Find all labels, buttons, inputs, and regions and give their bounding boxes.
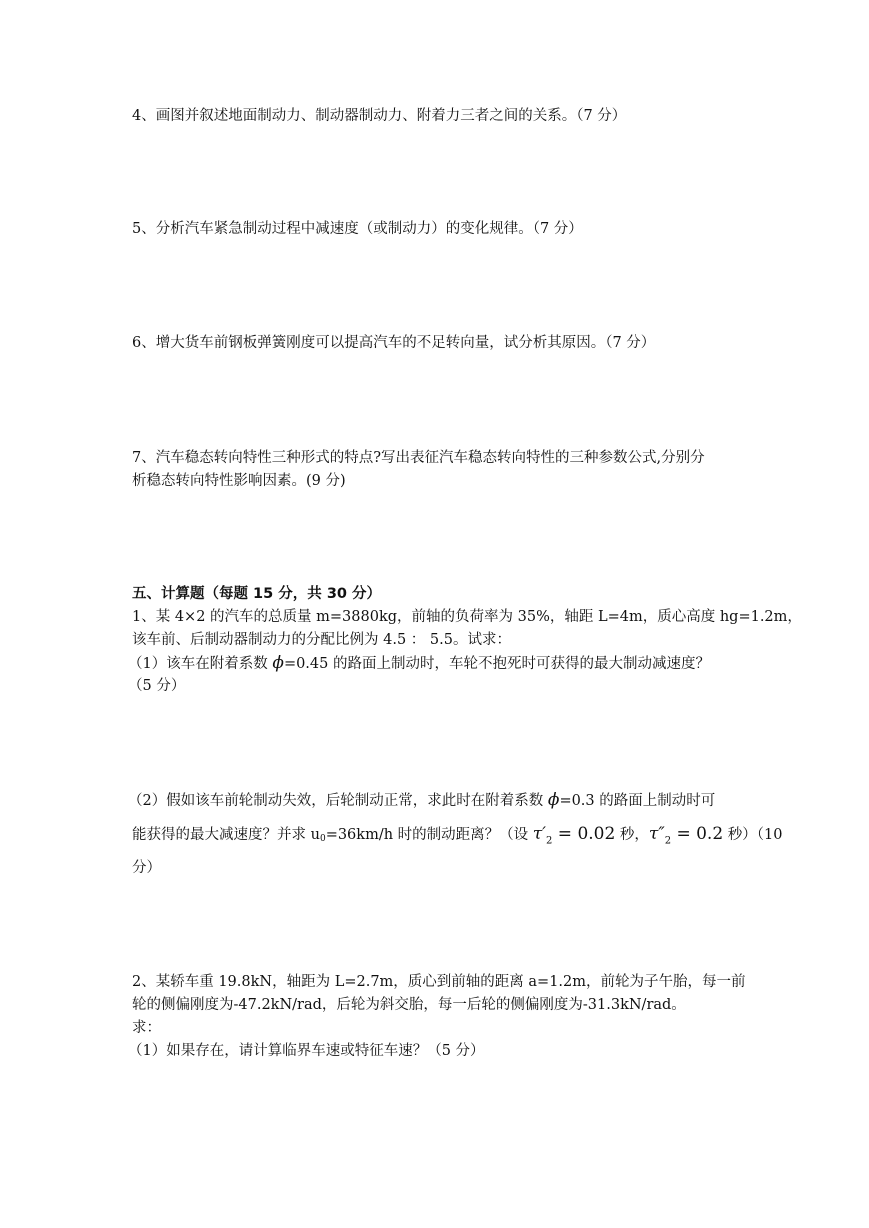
sub-1-suffix: =0.45 的路面上制动时，车轮不抱死时可获得的最大制动减速度？ — [283, 656, 710, 672]
seconds-2: 秒）（10 — [723, 827, 783, 843]
problem-1-line-1: 1、某 4×2 的汽车的总质量 m=3880kg，前轴的负荷率为 35%，轴距 L=4m，质心高度 hg=1.2m， — [132, 609, 802, 625]
tau-prime-subscript: 2 — [546, 835, 553, 847]
tau-double-prime-symbol: τ″ — [648, 824, 665, 844]
problem-1-sub-1 — [128, 653, 710, 674]
problem-2-sub-1: （1）如果存在，请计算临界车速或特征车速？（5 分） — [128, 1043, 485, 1059]
line-2-prefix: 能获得的最大减速度？并求 u — [132, 827, 320, 843]
tau-double-prime-formula — [648, 824, 724, 847]
question-5: 5、分析汽车紧急制动过程中减速度（或制动力）的变化规律。（7 分） — [132, 221, 583, 237]
sub-1-prefix: （1）该车在附着系数 — [128, 656, 273, 672]
problem-2-line-3: 求： — [132, 1020, 161, 1036]
sub-2-prefix: （2）假如该车前轮制动失效，后轮制动正常，求此时在附着系数 — [128, 793, 548, 809]
question-7-line-2: 析稳态转向特性影响因素。(9 分) — [132, 473, 346, 489]
question-6: 6、增大货车前钢板弹簧刚度可以提高汽车的不足转向量，试分析其原因。（7 分） — [132, 335, 656, 351]
problem-2-line-1: 2、某轿车重 19.8kN，轴距为 L=2.7m，质心到前轴的距离 a=1.2m，前轮为子午胎，每一前 — [132, 974, 746, 990]
tau-prime-value: = 0.02 — [552, 824, 616, 844]
line-2-mid: =36km/h 时的制动距离？（设 — [325, 827, 533, 843]
question-4: 4、画图并叙述地面制动力、制动器制动力、附着力三者之间的关系。（7 分） — [132, 108, 627, 124]
tau-double-prime-subscript: 2 — [664, 835, 672, 847]
u-subscript: 0 — [319, 834, 326, 844]
tau-double-prime-value: = 0.2 — [671, 824, 724, 844]
problem-1-line-2: 该车前、后制动器制动力的分配比例为 4.5 ： 5.5。试求： — [132, 632, 511, 648]
problem-2-line-2: 轮的侧偏刚度为-47.2kN/rad，后轮为斜交胎，每一后轮的侧偏刚度为-31.3kN/rad。 — [132, 997, 686, 1013]
seconds-1: 秒， — [615, 827, 649, 843]
section-5-heading: 五、计算题（每题 15 分，共 30 分） — [132, 586, 382, 602]
problem-1-sub-2-line-1 — [128, 790, 715, 811]
problem-1-sub-2-line-2 — [132, 824, 782, 851]
phi-symbol: ϕ — [272, 653, 284, 673]
question-7-line-1: 7、汽车稳态转向特性三种形式的特点?写出表征汽车稳态转向特性的三种参数公式,分别分 — [132, 450, 705, 466]
problem-1-sub-2-line-3: 分） — [132, 860, 161, 876]
problem-1-sub-1-score: （5 分） — [128, 678, 186, 694]
phi-symbol: ϕ — [547, 790, 560, 810]
tau-prime-symbol: τ′ — [532, 824, 547, 844]
tau-prime-formula — [532, 824, 616, 847]
sub-2-suffix: =0.3 的路面上制动时可 — [559, 793, 716, 809]
